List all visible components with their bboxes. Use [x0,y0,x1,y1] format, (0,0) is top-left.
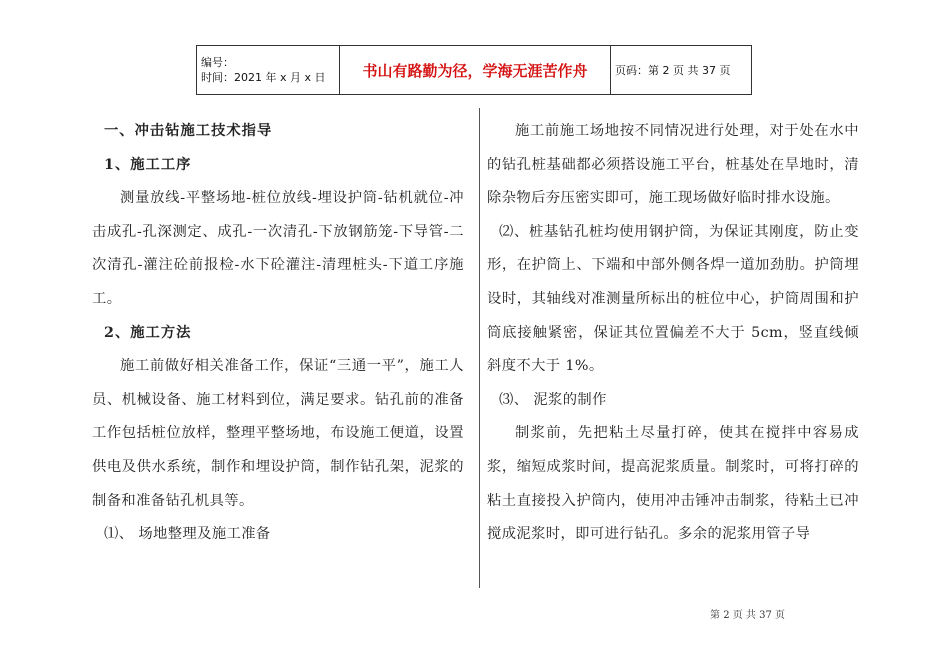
item-mud-making: ⑶、 泥浆的制作 [499,391,607,408]
paragraph-casing: ⑵、桩基钻孔桩均使用钢护筒，为保证其刚度，防止变形，在护筒上、下端和中部外侧各焊一道加劲肋。护筒埋设时，其轴线对准测量所标出的桩位中心，护筒周围和护筒底接触紧密，保证其位置偏差不大于 5cm，竖直线倾斜度不大于 1%。 [487,223,859,375]
number-label: 编号： [201,56,234,69]
header-table [196,45,752,95]
subsection-title-method: 2、施工方法 [104,324,192,341]
right-column [487,115,859,552]
paragraph-mud-making: 制浆前，先把粘土尽量打碎，使其在搅拌中容易成浆，缩短成浆时间，提高泥浆质量。制浆时，可将打碎的粘土直接投入护筒内，使用冲击锤冲击制浆，待粘土已冲搅成泥浆时，即可进行钻孔。多余的泥浆用管子导 [487,425,859,543]
header-page-info: 页码：第 2 页 共 37 页 [611,46,752,95]
subsection-title-procedure: 1、施工工序 [104,156,192,173]
left-column [92,115,464,552]
paragraph-procedure: 测量放线-平整场地-桩位放线-埋设护筒-钻机就位-冲击成孔-孔深测定、成孔-一次清孔-下放钢筋笼-下导管-二次清孔-灌注砼前报检-水下砼灌注-清理桩头-下道工序施工。 [92,190,464,307]
paragraph-preparation: 施工前做好相关准备工作，保证“三通一平”，施工人员、机械设备、施工材料到位，满足要求。钻孔前的准备工作包括桩位放样，整理平整场地，布设施工便道，设置供电及供水系统，制作和埋设护筒，制作钻孔架，泥浆的制备和准备钻孔机具等。 [92,358,464,509]
date-label: 时间：2021 年 x 月 x 日 [201,71,326,84]
item-site-preparation: ⑴、 场地整理及施工准备 [104,526,271,543]
paragraph-site-treatment: 施工前施工场地按不同情况进行处理，对于处在水中的钻孔桩基础都必须搭设施工平台，桩基处在旱地时，清除杂物后夯压密实即可，施工现场做好临时排水设施。 [487,123,859,207]
page-footer: 第 2 页 共 37 页 [710,610,785,621]
section-title: 一、冲击钻施工技术指导 [104,123,273,139]
header-left-cell [197,46,340,95]
header-motto: 书山有路勤为径，学海无涯苦作舟 [340,46,611,95]
column-divider [479,108,480,588]
